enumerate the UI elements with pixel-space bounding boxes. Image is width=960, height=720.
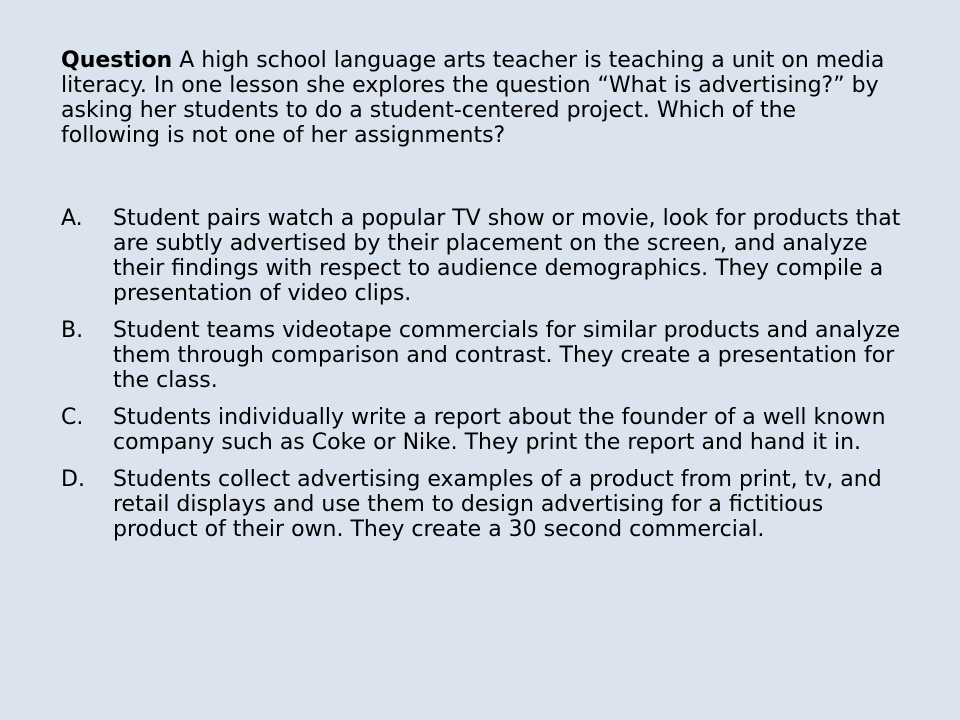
choice-text: Students individually write a report about the founder of a well known company such as Coke or Nike. They print the report and hand it in.	[113, 405, 886, 455]
choice-b	[61, 318, 911, 393]
choice-letter: A.	[61, 206, 83, 231]
question-label: Question	[61, 48, 173, 73]
choice-letter: D.	[61, 467, 85, 492]
choice-c	[61, 405, 911, 455]
question-paragraph	[61, 48, 901, 148]
choice-letter: C.	[61, 405, 84, 430]
choice-d	[61, 467, 911, 542]
question-text: A high school language arts teacher is teaching a unit on media literacy. In one lesson she explores the question “What is advertising?” by asking her students to do a student-centered project. Which of the following is not one of her assignments?	[61, 48, 885, 148]
choice-text: Student teams videotape commercials for similar products and analyze them through comparison and contrast. They create a presentation for the class.	[113, 318, 901, 393]
choice-text: Students collect advertising examples of a product from print, tv, and retail displays and use them to design advertising for a fictitious product of their own. They create a 30 second commercial.	[113, 467, 882, 542]
choice-a	[61, 206, 911, 306]
choice-text: Student pairs watch a popular TV show or movie, look for products that are subtly advertised by their placement on the screen, and analyze their findings with respect to audience demographics. They compile a presentation of video clips.	[113, 206, 901, 306]
choice-letter: B.	[61, 318, 84, 343]
answer-choices	[61, 206, 911, 542]
